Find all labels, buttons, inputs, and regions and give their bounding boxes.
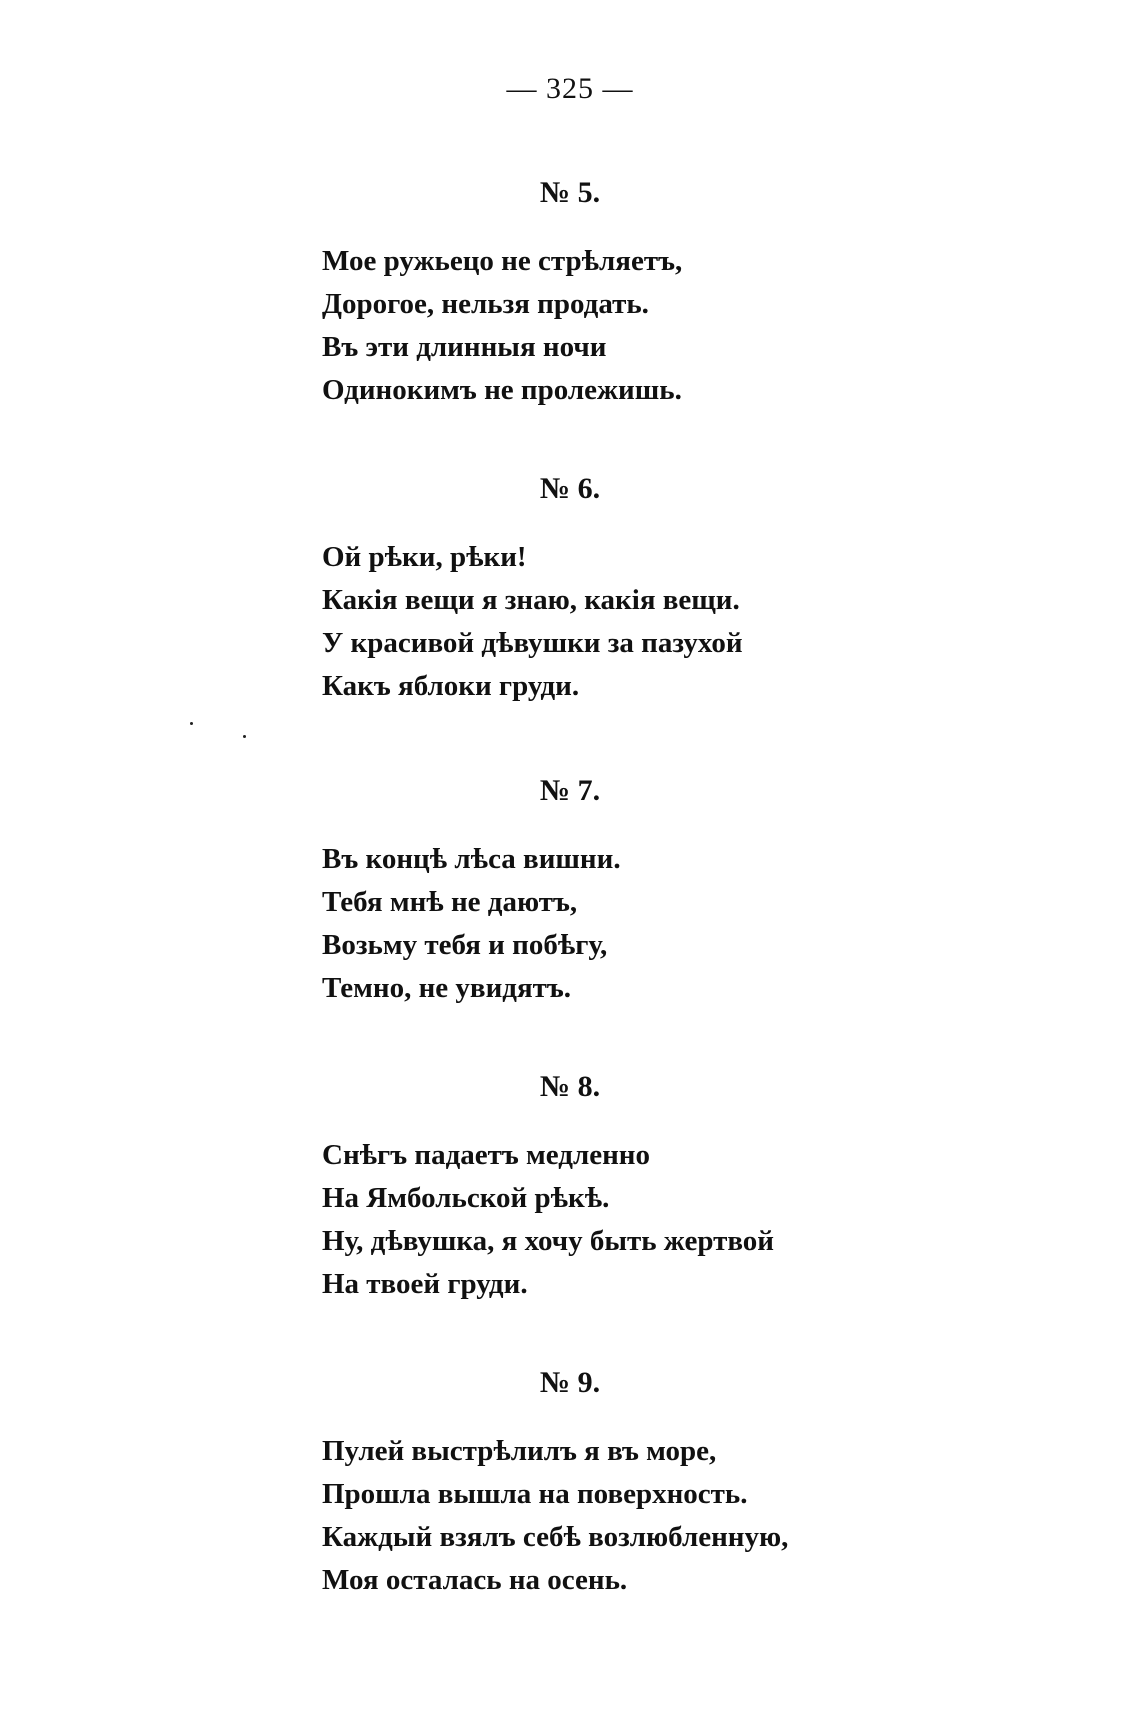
poem-line: Возьму тебя и побѣгу, [322, 929, 608, 961]
poem-line: Тебя мнѣ не даютъ, [322, 886, 578, 918]
poem-line: Ну, дѣвушка, я хочу быть жертвой [322, 1225, 774, 1257]
poem-line: Темно, не увидятъ. [322, 972, 572, 1004]
poem-line: Какія вещи я знаю, какія вещи. [322, 584, 740, 616]
poem-line: Мое ружьецо не стрѣляетъ, [322, 245, 683, 277]
poem-number-8: № 8. [539, 1070, 601, 1103]
poem-5 [322, 240, 1082, 412]
poem-6 [322, 536, 1082, 708]
poem-line: На Ямбольской рѣкѣ. [322, 1182, 610, 1214]
poem-line: Въ эти длинныя ночи [322, 331, 607, 363]
poem-9 [322, 1430, 1082, 1602]
poem-7 [322, 838, 1082, 1010]
poem-line: Моя осталась на осень. [322, 1564, 628, 1596]
poem-number-9: № 9. [539, 1366, 601, 1399]
poem-line: На твоей груди. [322, 1268, 528, 1300]
poem-line: Какъ яблоки груди. [322, 670, 580, 702]
poem-number-5: № 5. [539, 176, 601, 209]
page-number: — 325 — [506, 72, 634, 105]
poem-line: Каждый взялъ себѣ возлюбленную, [322, 1521, 789, 1553]
poem-line: Одинокимъ не пролежишь. [322, 374, 682, 406]
print-speck [190, 722, 193, 725]
poem-line: Пулей выстрѣлилъ я въ море, [322, 1435, 717, 1467]
poem-line: Прошла вышла на поверхность. [322, 1478, 748, 1510]
poem-line: Дорогое, нельзя продать. [322, 288, 649, 320]
poem-number-6: № 6. [539, 472, 601, 505]
poem-line: Въ концѣ лѣса вишни. [322, 843, 621, 875]
poem-line: У красивой дѣвушки за пазухой [322, 627, 743, 659]
poem-8 [322, 1134, 1082, 1306]
poem-line: Ой рѣки, рѣки! [322, 541, 527, 573]
print-speck [243, 735, 246, 738]
poem-number-7: № 7. [539, 774, 601, 807]
poem-line: Снѣгъ падаетъ медленно [322, 1139, 651, 1171]
